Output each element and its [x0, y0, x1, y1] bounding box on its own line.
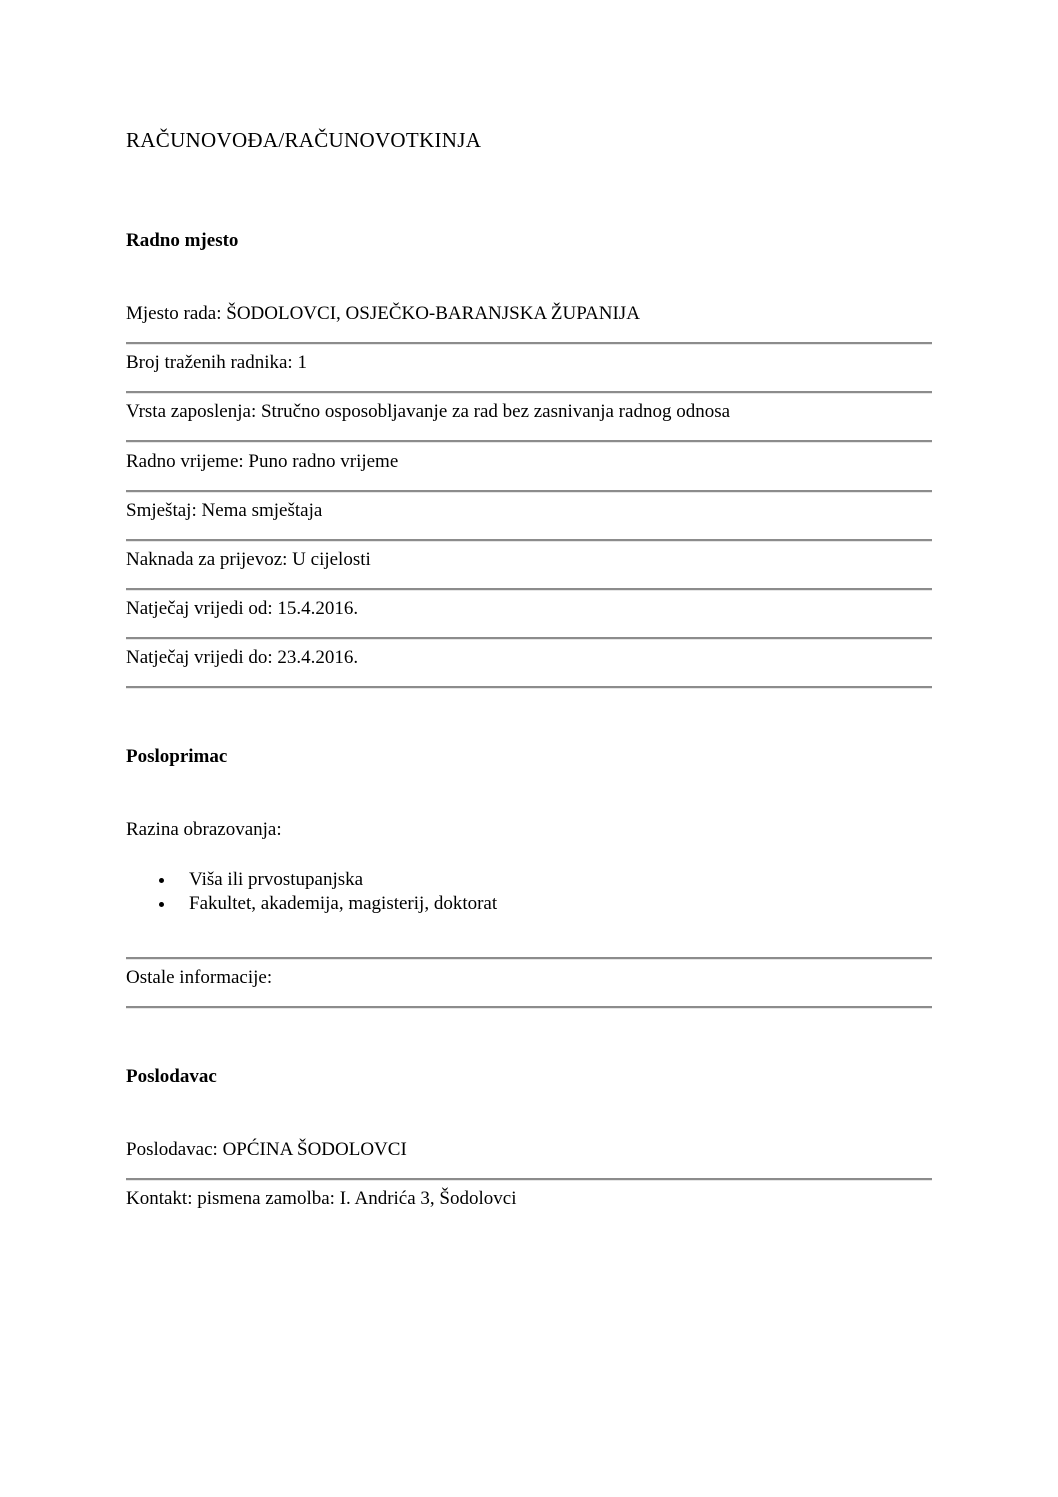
- bullet-icon: [159, 902, 164, 907]
- field-naknada-prijevoz: Naknada za prijevoz: U cijelosti: [126, 549, 371, 570]
- divider: [126, 957, 932, 960]
- field-poslodavac: Poslodavac: OPĆINA ŠODOLOVCI: [126, 1139, 407, 1160]
- bullet-icon: [159, 878, 164, 883]
- list-item: [126, 868, 497, 892]
- divider: [126, 440, 932, 443]
- field-vrsta-zaposlenja: Vrsta zaposlenja: Stručno osposobljavanje za rad bez zasnivanja radnog odnosa: [126, 401, 731, 422]
- divider: [126, 342, 932, 345]
- education-list: [126, 868, 497, 916]
- divider: [126, 686, 932, 689]
- list-item-text: Fakultet, akademija, magisterij, doktorat: [189, 893, 498, 914]
- divider: [126, 539, 932, 542]
- field-natjecaj-od: Natječaj vrijedi od: 15.4.2016.: [126, 598, 359, 619]
- divider: [126, 490, 932, 493]
- divider: [126, 1178, 932, 1181]
- divider: [126, 391, 932, 394]
- list-item-text: Viša ili prvostupanjska: [189, 869, 364, 890]
- divider: [126, 637, 932, 640]
- document-title: RAČUNOVOĐA/RAČUNOVOTKINJA: [126, 128, 482, 152]
- field-natjecaj-do: Natječaj vrijedi do: 23.4.2016.: [126, 647, 359, 668]
- field-kontakt: Kontakt: pismena zamolba: I. Andrića 3, Šodolovci: [126, 1188, 517, 1209]
- section-heading-posloprimac: Posloprimac: [126, 746, 228, 767]
- field-smjestaj: Smještaj: Nema smještaja: [126, 500, 323, 521]
- field-radno-vrijeme: Radno vrijeme: Puno radno vrijeme: [126, 451, 399, 472]
- field-razina-obrazovanja: Razina obrazovanja:: [126, 819, 282, 840]
- list-item: [126, 892, 497, 916]
- divider: [126, 1006, 932, 1009]
- divider: [126, 588, 932, 591]
- section-heading-poslodavac: Poslodavac: [126, 1066, 217, 1087]
- field-mjesto-rada: Mjesto rada: ŠODOLOVCI, OSJEČKO-BARANJSKA ŽUPANIJA: [126, 303, 640, 324]
- section-heading-radno-mjesto: Radno mjesto: [126, 230, 239, 251]
- field-broj-radnika: Broj traženih radnika: 1: [126, 352, 307, 373]
- field-ostale-informacije: Ostale informacije:: [126, 967, 273, 988]
